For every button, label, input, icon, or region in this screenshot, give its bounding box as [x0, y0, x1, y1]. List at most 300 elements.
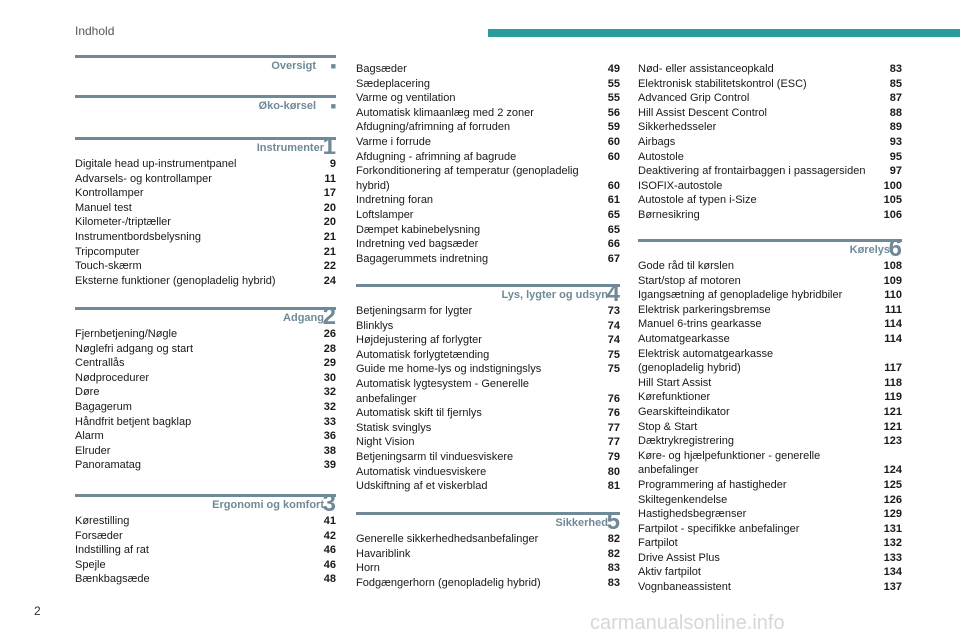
toc-entry[interactable]: [356, 362, 620, 377]
toc-section: [356, 62, 620, 266]
toc-entry-label: Elektrisk parkeringsbremse: [638, 303, 771, 316]
toc-entry[interactable]: [356, 179, 620, 194]
toc-entry-page: 114: [884, 332, 902, 345]
toc-entry-label: Automatisk forlygtetænding: [356, 348, 490, 361]
toc-entry-label: Digitale head up-instrumentpanel: [75, 158, 237, 170]
toc-entry-label: Elektrisk automatgearkasse: [638, 347, 774, 360]
section-header: [75, 133, 336, 160]
toc-entry-page: 61: [607, 194, 620, 207]
toc-entry-page: 66: [607, 238, 620, 251]
toc-entry-page: 60: [607, 150, 620, 163]
toc-entry-label: anbefalinger: [356, 392, 417, 405]
section-number: 4: [606, 280, 620, 307]
toc-entry-label: Instrumentbordsbelysning: [75, 230, 201, 243]
toc-entry-page: 20: [323, 201, 336, 214]
toc-entry-page: 108: [883, 260, 902, 272]
toc-entry-label: Hastighedsbegrænser: [638, 508, 747, 521]
section-header: [356, 508, 620, 535]
toc-entry-label: anbefalinger: [638, 464, 699, 477]
toc-entry[interactable]: [75, 259, 336, 274]
section-title[interactable]: Øko-kørsel: [258, 100, 316, 112]
section-title[interactable]: Lys, lygter og udsyn: [501, 289, 608, 301]
toc-entry[interactable]: [638, 303, 902, 318]
toc-entry-page: 82: [607, 533, 620, 545]
toc-section: [75, 305, 336, 473]
toc-entry[interactable]: [75, 458, 336, 473]
toc-entry-page: 21: [323, 230, 336, 243]
toc-entry-page: 22: [323, 260, 336, 273]
toc-entry-label: Afdugning/afrimning af forruden: [356, 121, 511, 134]
toc-entry[interactable]: [356, 561, 620, 576]
toc-entry-label: Forsæder: [75, 529, 123, 542]
toc-entry-page: 106: [883, 208, 902, 221]
toc-entry[interactable]: [356, 435, 620, 450]
toc-entry-page: 132: [883, 537, 902, 550]
section-header: [356, 280, 620, 307]
toc-entry[interactable]: [75, 415, 336, 430]
toc-entry-page: 38: [323, 444, 336, 457]
toc-entry-label: Håndfrit betjent bagklap: [75, 415, 192, 428]
toc-entry-label: Nød- eller assistanceopkald: [638, 63, 774, 75]
toc-entry-label: Airbags: [638, 135, 676, 148]
toc-entry-label: Tripcomputer: [75, 245, 140, 258]
toc-entry-page: 48: [323, 573, 336, 586]
toc-entry-page: 59: [607, 121, 620, 134]
toc-entry-label: Aktiv fartpilot: [638, 566, 701, 579]
toc-entry-label: Indretning ved bagsæder: [356, 238, 479, 251]
toc-entry[interactable]: [356, 237, 620, 252]
toc-entry-label: Udskiftning af et viskerblad: [356, 480, 488, 493]
toc-entry-label: Manuel 6-trins gearkasse: [638, 318, 762, 331]
page-number: 2: [34, 604, 41, 618]
toc-list: [356, 304, 620, 494]
toc-entry-page: 76: [607, 407, 620, 420]
toc-section: [75, 492, 336, 587]
toc-entry[interactable]: [638, 77, 902, 92]
toc-entry[interactable]: [356, 406, 620, 421]
toc-entry-page: 17: [323, 187, 336, 200]
toc-entry[interactable]: [356, 348, 620, 363]
toc-entry-page: 83: [607, 576, 620, 589]
toc-entry[interactable]: [638, 106, 902, 121]
section-divider: [356, 512, 620, 515]
toc-entry[interactable]: [356, 106, 620, 121]
toc-entry[interactable]: [638, 361, 902, 376]
toc-entry[interactable]: [356, 150, 620, 165]
toc-list: [75, 514, 336, 587]
toc-entry[interactable]: [356, 304, 620, 319]
toc-list: [638, 259, 902, 595]
toc-entry-label: Kilometer-/triptæller: [75, 216, 171, 229]
toc-entry-page: 60: [607, 135, 620, 148]
toc-entry-label: Automatgearkasse: [638, 332, 730, 345]
toc-entry-page: 110: [884, 289, 902, 302]
toc-entry-label: Fartpilot - specifikke anbefalinger: [638, 522, 800, 535]
toc-entry[interactable]: [75, 543, 336, 558]
toc-entry[interactable]: [75, 274, 336, 289]
toc-entry[interactable]: [75, 157, 336, 172]
toc-entry-label: Bagagerum: [75, 400, 132, 413]
watermark: carmanualsonline.info: [590, 612, 785, 634]
section-title[interactable]: Kørelys: [849, 244, 890, 256]
toc-entry[interactable]: [75, 201, 336, 216]
toc-entry-label: Guide me home-lys og indstigningslys: [356, 363, 542, 376]
toc-entry-label: Generelle sikkerhedhedsanbefalinger: [356, 533, 539, 545]
toc-entry-page: 133: [883, 551, 902, 564]
toc-entry-label: Betjeningsarm for lygter: [356, 305, 473, 317]
toc-entry[interactable]: [638, 405, 902, 420]
toc-entry-page: 95: [889, 150, 902, 163]
toc-entry-page: 55: [607, 92, 620, 105]
toc-entry-label: Bænkbagsæde: [75, 573, 150, 586]
toc-entry-label: ISOFIX-autostole: [638, 179, 723, 192]
toc-entry[interactable]: [638, 507, 902, 522]
toc-entry-page: 85: [889, 77, 902, 90]
section-header: [75, 303, 336, 330]
toc-entry[interactable]: [638, 208, 902, 223]
section-divider: [75, 137, 336, 140]
toc-entry-label: Dæmpet kabinebelysning: [356, 223, 481, 236]
toc-entry[interactable]: [75, 558, 336, 573]
section-divider: [75, 494, 336, 497]
toc-entry[interactable]: [356, 252, 620, 267]
section-number: 2: [322, 303, 336, 330]
toc-entry-page: 36: [323, 430, 336, 443]
toc-entry-page: 79: [607, 450, 620, 463]
toc-entry[interactable]: [638, 463, 902, 478]
toc-entry[interactable]: [638, 493, 902, 508]
toc-section: [638, 237, 902, 595]
toc-entry[interactable]: [356, 377, 620, 392]
toc-entry-label: hybrid): [356, 179, 390, 192]
toc-entry-page: 60: [607, 179, 620, 192]
toc-entry-label: Varme og ventilation: [356, 92, 456, 105]
toc-entry-label: Night Vision: [356, 436, 415, 449]
toc-entry-page: 82: [607, 547, 620, 560]
section-header: [75, 55, 336, 77]
toc-entry[interactable]: [75, 572, 336, 587]
toc-entry[interactable]: [356, 193, 620, 208]
toc-entry-page: 126: [883, 493, 902, 506]
toc-entry-page: 11: [324, 172, 336, 185]
toc-entry-page: 121: [883, 405, 902, 418]
toc-entry-label: Indstilling af rat: [75, 544, 149, 557]
toc-entry[interactable]: [356, 392, 620, 407]
section-number: 5: [606, 508, 620, 535]
toc-entry-label: Bagsæder: [356, 63, 407, 75]
toc-entry-page: 65: [607, 208, 620, 221]
toc-entry-page: 46: [323, 544, 336, 557]
toc-entry-page: 41: [323, 515, 336, 527]
toc-entry-label: Statisk svinglys: [356, 421, 432, 434]
header-label: Indhold: [75, 24, 115, 38]
toc-entry-page: 39: [323, 459, 336, 472]
toc-entry[interactable]: [638, 580, 902, 595]
toc-entry[interactable]: [638, 135, 902, 150]
toc-entry-label: Start/stop af motoren: [638, 274, 741, 287]
toc-section: [356, 510, 620, 590]
toc-entry[interactable]: [638, 347, 902, 362]
toc-entry-label: Afdugning - afrimning af bagrude: [356, 150, 517, 163]
toc-entry[interactable]: [356, 532, 620, 547]
toc-entry[interactable]: [356, 333, 620, 348]
section-divider: [75, 55, 336, 58]
toc-entry-label: Vognbaneassistent: [638, 581, 731, 594]
toc-entry[interactable]: [356, 208, 620, 223]
toc-entry-page: 28: [323, 342, 336, 355]
section-title[interactable]: Instrumenter: [256, 142, 324, 154]
toc-entry[interactable]: [356, 164, 620, 179]
toc-entry-page: 114: [884, 318, 902, 331]
toc-entry-page: 77: [607, 421, 620, 434]
toc-entry-page: 121: [883, 420, 902, 433]
toc-entry[interactable]: [75, 342, 336, 357]
section-divider: [75, 95, 336, 98]
section-title[interactable]: Oversigt: [271, 60, 316, 72]
toc-entry[interactable]: [638, 522, 902, 537]
section-divider: [356, 284, 620, 287]
toc-entry-page: 89: [889, 121, 902, 134]
toc-entry[interactable]: [75, 514, 336, 529]
toc-entry[interactable]: [75, 385, 336, 400]
toc-entry[interactable]: [638, 150, 902, 165]
toc-entry[interactable]: [75, 444, 336, 459]
toc-entry[interactable]: [638, 274, 902, 289]
toc-entry[interactable]: [356, 223, 620, 238]
toc-entry-label: Advanced Grip Control: [638, 92, 750, 105]
toc-entry-page: 74: [607, 319, 620, 332]
toc-entry-label: Gode råd til kørslen: [638, 260, 734, 272]
toc-entry[interactable]: [75, 186, 336, 201]
toc-entry-label: Advarsels- og kontrollamper: [75, 172, 212, 185]
header-accent-bar: [488, 29, 960, 37]
toc-entry-page: 109: [883, 274, 902, 287]
toc-entry-label: Fjernbetjening/Nøgle: [75, 328, 178, 340]
toc-entry-page: 137: [883, 581, 902, 594]
section-title[interactable]: Adgang: [283, 312, 324, 324]
toc-entry[interactable]: [75, 371, 336, 386]
toc-entry[interactable]: [638, 332, 902, 347]
toc-entry-label: Automatisk skift til fjernlys: [356, 407, 482, 420]
toc-entry[interactable]: [356, 120, 620, 135]
toc-entry-label: Drive Assist Plus: [638, 551, 720, 564]
toc-entry[interactable]: [638, 179, 902, 194]
toc-entry-label: Horn: [356, 562, 380, 575]
toc-entry-label: Skiltegenkendelse: [638, 493, 728, 506]
toc-entry[interactable]: [356, 547, 620, 562]
toc-entry[interactable]: [75, 215, 336, 230]
toc-entry[interactable]: [638, 565, 902, 580]
toc-entry-page: 20: [323, 216, 336, 229]
toc-entry-label: Dæktrykregistrering: [638, 435, 734, 448]
toc-entry-label: Kørestilling: [75, 515, 130, 527]
toc-entry[interactable]: [638, 193, 902, 208]
toc-entry-label: Betjeningsarm til vinduesviskere: [356, 450, 514, 463]
toc-entry-label: Loftslamper: [356, 208, 414, 221]
toc-entry-label: Varme i forrude: [356, 135, 431, 148]
toc-entry-page: 97: [889, 165, 902, 178]
square-bullet-icon: ■: [330, 101, 336, 111]
toc-entry-label: Stop & Start: [638, 420, 698, 433]
toc-entry[interactable]: [75, 327, 336, 342]
toc-entry-label: Sikkerhedsseler: [638, 121, 717, 134]
section-divider: [75, 307, 336, 310]
toc-entry-page: 119: [884, 391, 902, 404]
toc-entry[interactable]: [75, 172, 336, 187]
toc-entry[interactable]: [638, 91, 902, 106]
toc-entry-page: 9: [329, 158, 336, 170]
toc-entry[interactable]: [75, 356, 336, 371]
toc-entry-page: 77: [607, 436, 620, 449]
toc-entry-page: 83: [607, 562, 620, 575]
toc-entry-page: 111: [884, 303, 902, 316]
toc-entry[interactable]: [356, 319, 620, 334]
toc-entry-page: 30: [323, 371, 336, 384]
toc-entry-page: 67: [607, 252, 620, 265]
toc-entry[interactable]: [356, 479, 620, 494]
toc-entry[interactable]: [638, 420, 902, 435]
toc-entry-label: Hill Start Assist: [638, 376, 712, 389]
toc-entry[interactable]: [75, 429, 336, 444]
toc-entry[interactable]: [638, 62, 902, 77]
toc-entry-label: Programmering af hastigheder: [638, 478, 787, 491]
toc-entry-label: Fartpilot: [638, 537, 678, 550]
toc-entry-page: 74: [607, 334, 620, 347]
section-number: 1: [322, 133, 336, 160]
toc-entry-page: 26: [323, 328, 336, 340]
toc-entry[interactable]: [638, 478, 902, 493]
toc-entry[interactable]: [638, 164, 902, 179]
toc-entry-label: Bagagerummets indretning: [356, 252, 489, 265]
toc-entry-label: Alarm: [75, 430, 104, 443]
toc-entry-label: Fodgængerhorn (genopladelig hybrid): [356, 576, 541, 589]
toc-section: [75, 95, 336, 117]
toc-entry-page: 129: [883, 508, 902, 521]
toc-entry-page: 21: [323, 245, 336, 258]
toc-entry-label: Indretning foran: [356, 194, 434, 207]
toc-entry-label: Automatisk lygtesystem - Generelle: [356, 377, 530, 390]
toc-entry-label: Nødprocedurer: [75, 371, 149, 384]
toc-entry-label: Elektronisk stabilitetskontrol (ESC): [638, 77, 807, 90]
toc-entry[interactable]: [638, 536, 902, 551]
toc-entry-page: 73: [607, 305, 620, 317]
toc-entry-label: Autostole af typen i-Size: [638, 194, 757, 207]
toc-entry-label: Højdejustering af forlygter: [356, 334, 482, 347]
toc-entry-page: 134: [883, 566, 902, 579]
toc-entry-label: Manuel test: [75, 201, 132, 214]
section-header: [638, 235, 902, 262]
toc-entry-label: Kontrollamper: [75, 187, 144, 200]
toc-entry[interactable]: [75, 400, 336, 415]
toc-list: [638, 62, 902, 223]
section-number: 6: [888, 235, 902, 262]
toc-entry[interactable]: [638, 376, 902, 391]
toc-entry-page: 32: [323, 400, 336, 413]
toc-entry[interactable]: [356, 91, 620, 106]
toc-entry-label: Døre: [75, 386, 100, 399]
toc-entry-page: 75: [607, 363, 620, 376]
toc-entry-label: Børnesikring: [638, 208, 700, 221]
section-title[interactable]: Ergonomi og komfort: [212, 499, 324, 511]
toc-section: [75, 55, 336, 77]
toc-entry-label: Panoramatag: [75, 459, 142, 472]
toc-entry-page: 46: [323, 558, 336, 571]
toc-section: [75, 135, 336, 288]
toc-section: [356, 282, 620, 494]
toc-entry-label: Nøglefri adgang og start: [75, 342, 194, 355]
toc-entry-page: 87: [889, 92, 902, 105]
toc-entry[interactable]: [356, 576, 620, 591]
toc-entry-page: 76: [607, 392, 620, 405]
toc-list: [75, 327, 336, 473]
section-title[interactable]: Sikkerhed: [555, 517, 608, 529]
toc-entry-page: 80: [607, 465, 620, 478]
toc-entry[interactable]: [356, 421, 620, 436]
section-number: 3: [322, 490, 336, 517]
toc-entry[interactable]: [356, 450, 620, 465]
toc-entry-page: 83: [889, 63, 902, 75]
toc-entry-label: Forkonditionering af temperatur (genopladelig: [356, 165, 579, 178]
toc-entry[interactable]: [638, 390, 902, 405]
toc-entry-label: Havariblink: [356, 547, 411, 560]
square-bullet-icon: ■: [330, 61, 336, 71]
toc-entry[interactable]: [638, 259, 902, 274]
toc-entry-label: Automatisk klimaanlæg med 2 zoner: [356, 106, 534, 119]
toc-entry[interactable]: [356, 465, 620, 480]
section-header: [75, 95, 336, 117]
toc-list: [356, 532, 620, 590]
toc-entry-page: 65: [607, 223, 620, 236]
toc-entry-page: 32: [323, 386, 336, 399]
toc-section: [638, 62, 902, 223]
toc-entry-page: 29: [323, 357, 336, 370]
toc-entry-page: 123: [883, 435, 902, 448]
toc-entry-page: 118: [884, 376, 902, 389]
toc-entry[interactable]: [75, 529, 336, 544]
toc-entry-page: 105: [883, 194, 902, 207]
toc-entry[interactable]: [638, 120, 902, 135]
toc-entry[interactable]: [356, 77, 620, 92]
toc-entry[interactable]: [356, 135, 620, 150]
toc-entry-page: 88: [889, 106, 902, 119]
toc-entry[interactable]: [638, 449, 902, 464]
toc-entry-page: 75: [607, 348, 620, 361]
toc-entry-page: 49: [607, 63, 620, 75]
toc-entry-label: Touch-skærm: [75, 260, 142, 273]
toc-entry-label: Automatisk vinduesviskere: [356, 465, 487, 478]
toc-entry-label: Sædeplacering: [356, 77, 430, 90]
toc-entry[interactable]: [75, 230, 336, 245]
toc-entry-label: Elruder: [75, 444, 111, 457]
toc-entry-page: 93: [889, 135, 902, 148]
toc-entry[interactable]: [638, 551, 902, 566]
section-header: [75, 490, 336, 517]
toc-entry-page: 24: [323, 274, 336, 287]
toc-entry-label: Igangsætning af genopladelige hybridbiler: [638, 289, 843, 302]
toc-entry-page: 124: [883, 464, 902, 477]
toc-entry-label: Eksterne funktioner (genopladelig hybrid): [75, 274, 276, 287]
toc-entry-label: Deaktivering af frontairbaggen i passagersiden: [638, 165, 866, 178]
toc-entry-page: 33: [323, 415, 336, 428]
toc-entry-label: (genopladelig hybrid): [638, 362, 741, 375]
toc-entry[interactable]: [356, 62, 620, 77]
toc-entry-label: Hill Assist Descent Control: [638, 106, 767, 119]
toc-entry[interactable]: [75, 245, 336, 260]
toc-entry[interactable]: [638, 288, 902, 303]
toc-entry[interactable]: [638, 434, 902, 449]
toc-entry-page: 117: [884, 362, 902, 375]
toc-entry[interactable]: [638, 317, 902, 332]
